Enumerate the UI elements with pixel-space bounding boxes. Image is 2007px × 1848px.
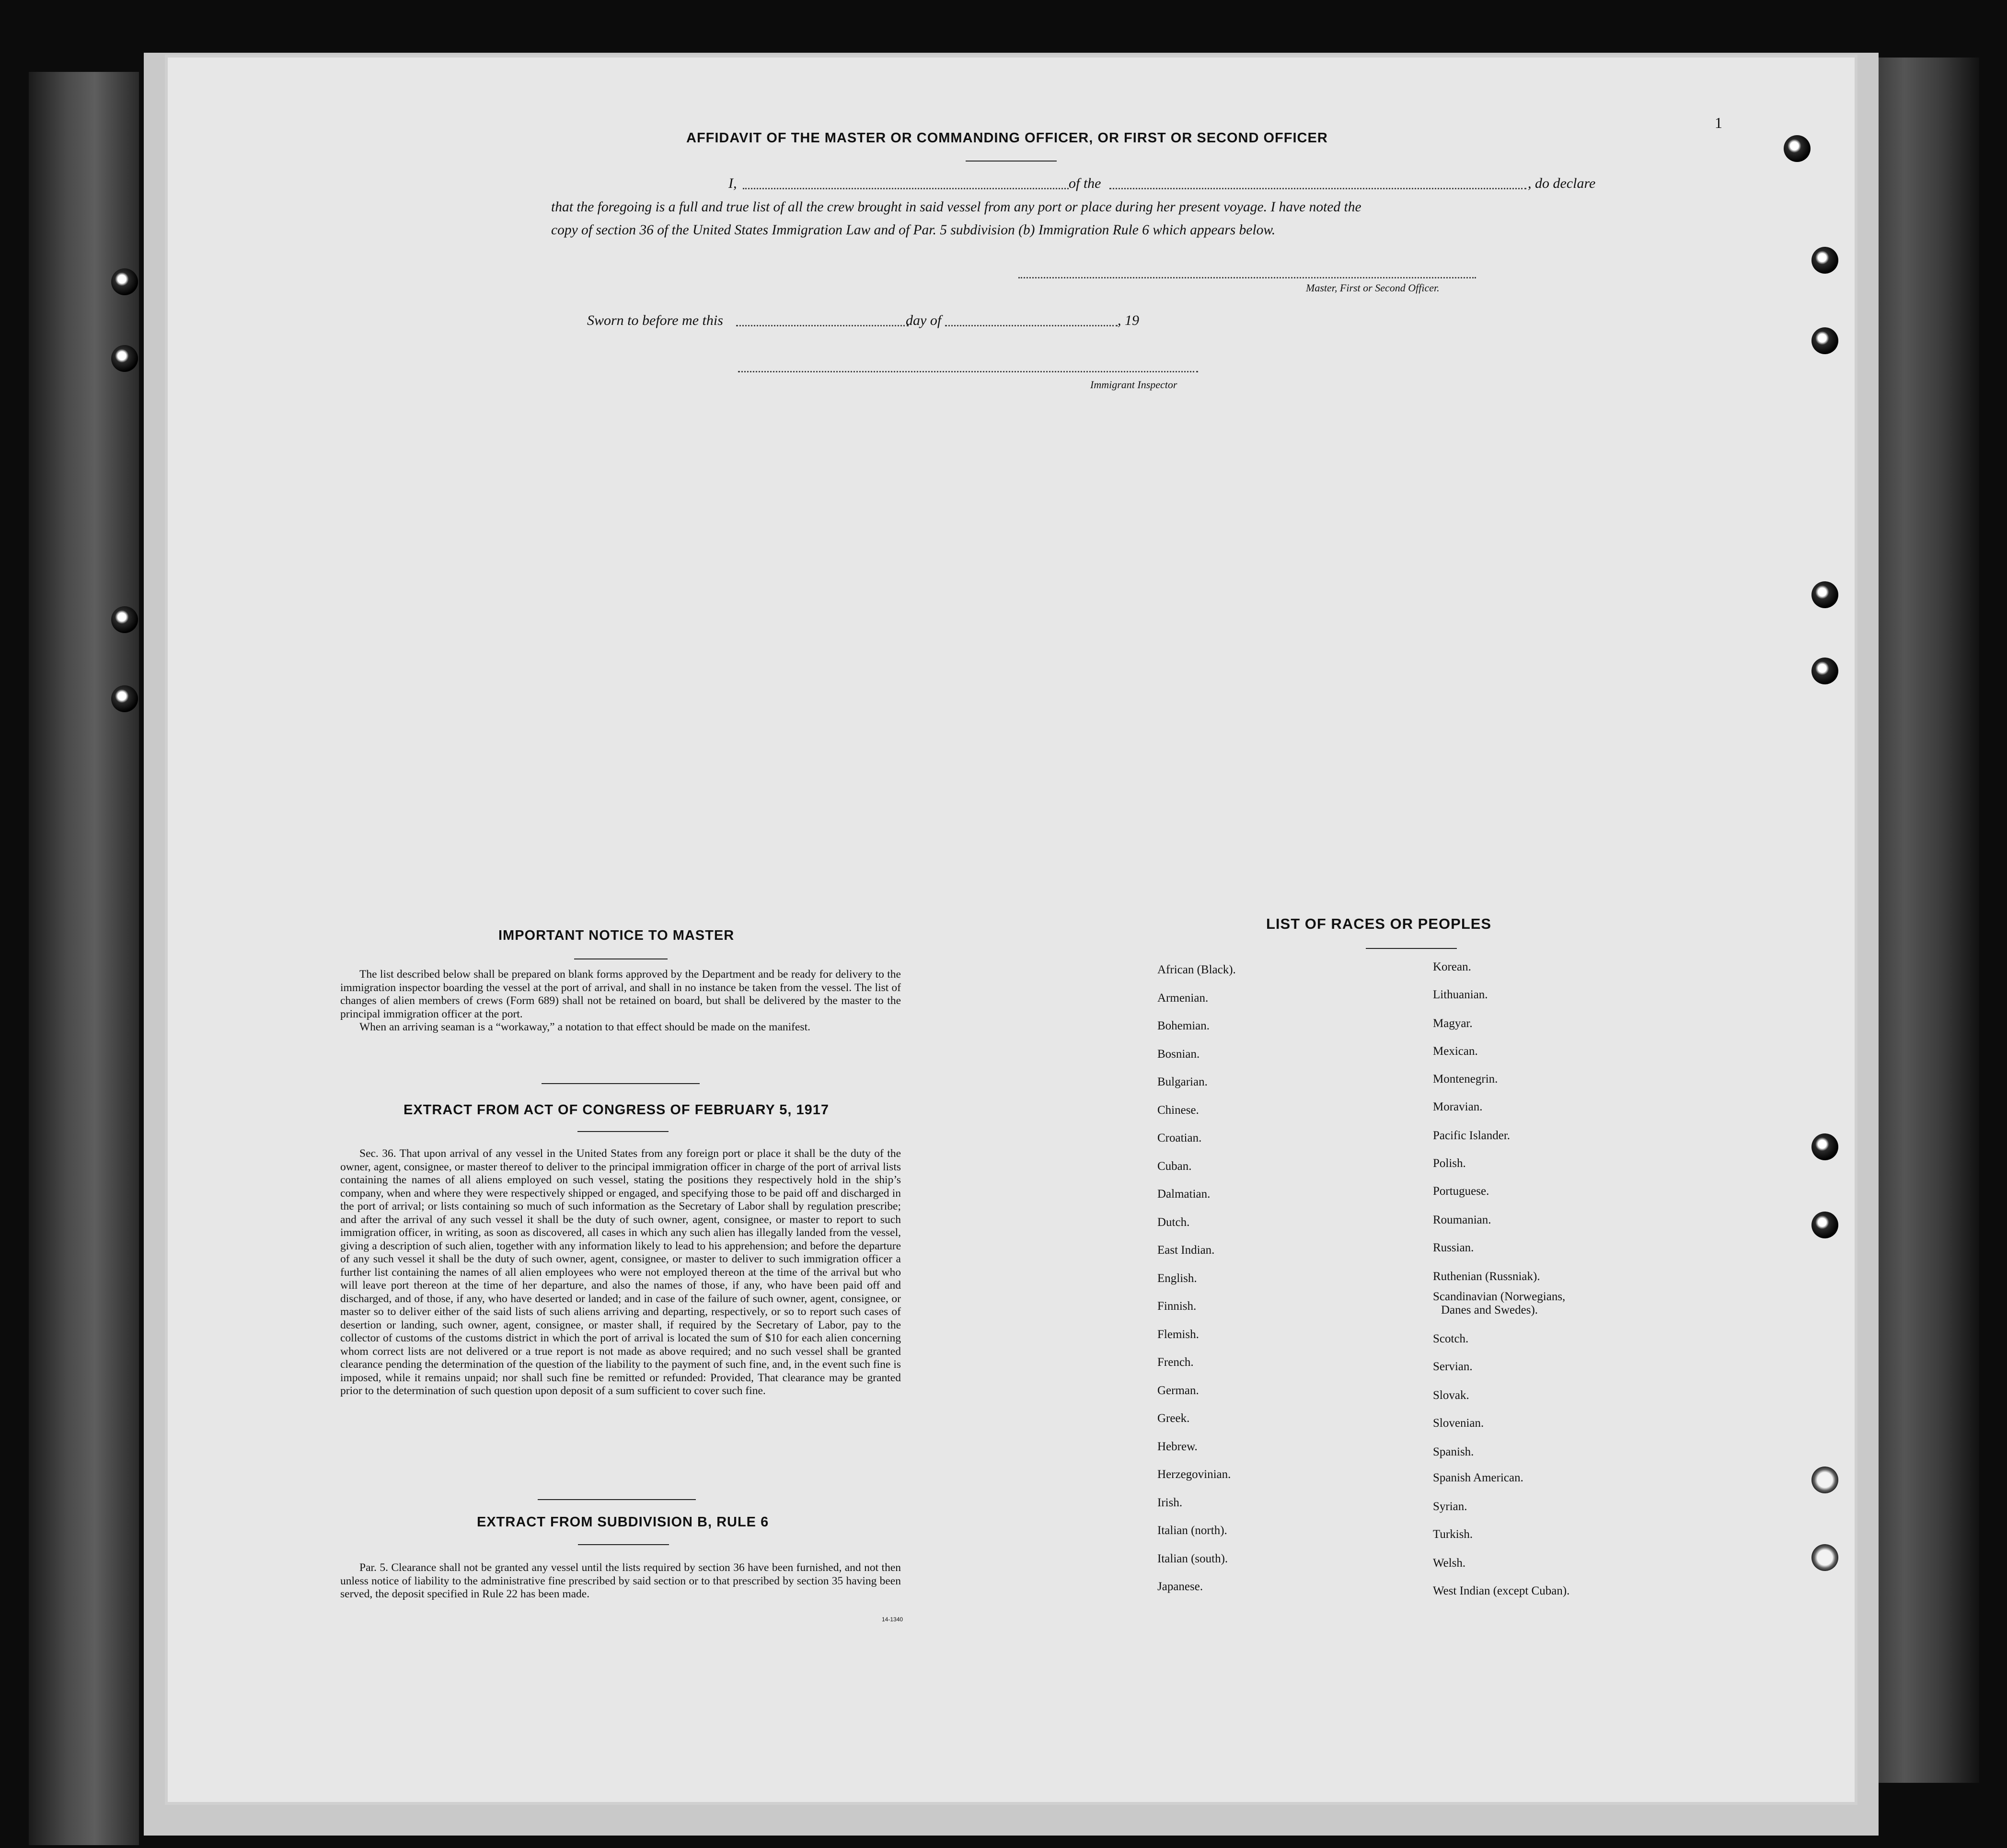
punch-hole — [111, 268, 138, 295]
race-item: Russian. — [1433, 1241, 1474, 1254]
punch-hole — [1811, 247, 1838, 274]
race-item: Bohemian. — [1157, 1019, 1210, 1032]
race-item: Danes and Swedes). — [1441, 1304, 1538, 1317]
race-item: Spanish American. — [1433, 1471, 1523, 1484]
act-text — [340, 1147, 901, 1398]
act-title: EXTRACT FROM ACT OF CONGRESS OF FEBRUARY 5, 1917 — [404, 1102, 830, 1118]
race-item: West Indian (except Cuban). — [1433, 1584, 1570, 1597]
notice-title: IMPORTANT NOTICE TO MASTER — [498, 928, 735, 943]
inspector-blank — [738, 371, 1198, 372]
race-item: Herzegovinian. — [1157, 1468, 1231, 1481]
punch-hole — [1784, 135, 1811, 162]
race-item: Italian (south). — [1157, 1552, 1228, 1565]
affidavit-do-declare: , do declare — [1528, 175, 1596, 191]
notice-text — [340, 968, 901, 1034]
race-item: Turkish. — [1433, 1528, 1473, 1541]
affidavit-line-2: that the foregoing is a full and true list of all the crew brought in said vessel from any port or place during her present voyage. I have noted the — [551, 199, 1361, 215]
act-section-36: Sec. 36. That upon arrival of any vessel in the United States from any foreign port or place it shall be the duty of the owner, agent, consignee, or master thereof to deliver to the principal immigration officer in charge of the port of arrival lists containing the names of all aliens employed on such vessel, stating the positions they respectively hold in the ship’s company, when and where they were respectively shipped or engaged, and specifying those to be paid off and discharged in the port of arrival; or lists containing so much of such information as the Secretary of Labor shall by regulation prescribe; and after the arrival of any such vessel it shall be the duty of such owner, agent, consignee, or master to report to such immigration officer, in writing, as soon as discovered, all cases in which any such alien has illegally landed from the vessel, giving a description of such alien, together with any information likely to lead to his apprehension; and before the departure of any such vessel it shall be the duty of such owner, agent, consignee, or master to deliver to such immigration officer a further list containing the names of all alien employees who were not employed thereon at the time of the arrival but who will leave port thereon at the time of her departure, and also the names of those, if any, who have been paid off and discharged, and of those, if any, who have deserted or landed; and in case of the failure of such owner, agent, consignee, or master so to deliver either of the said lists of such aliens arriving and departing, respectively, or so to report such cases of desertion or landing, such owner, agent, consignee, or master shall, if required by the Secretary of Labor, pay to the collector of customs of the customs district in which the port of arrival is located the sum of $10 for each alien concerning whom correct lists are not delivered or a true report is not made as above required; and no such vessel shall be granted clearance pending the determination of the question of the liability to the payment of such fine, and, in the event such fine is imposed, while it remains unpaid; nor shall such fine be remitted or refunded: Provided, That clearance may be granted prior to the determination of such question upon deposit of a sum sufficient to cover such fine. — [340, 1147, 901, 1397]
race-item: Irish. — [1157, 1496, 1183, 1509]
race-item: Japanese. — [1157, 1580, 1203, 1593]
act-rule — [577, 1131, 669, 1132]
race-item: Roumanian. — [1433, 1213, 1491, 1226]
punch-hole — [1811, 658, 1838, 684]
sworn-day-blank — [736, 325, 909, 326]
race-item: Syrian. — [1433, 1500, 1467, 1513]
race-item: Greek. — [1157, 1412, 1190, 1425]
punch-hole — [1811, 1133, 1838, 1160]
race-item: Scotch. — [1433, 1332, 1469, 1345]
race-item: Dutch. — [1157, 1215, 1190, 1229]
race-item: Dalmatian. — [1157, 1188, 1211, 1201]
notice-paragraph-2: When an arriving seaman is a “workaway,” a notation to that effect should be made on the manifest. — [359, 1021, 810, 1033]
corner-mark: 1 — [1715, 114, 1722, 131]
race-item: Slovak. — [1433, 1389, 1469, 1402]
rule-paragraph: Par. 5. Clearance shall not be granted any vessel until the lists required by section 36 have been furnished, and not then unless notice of liability to the administrative fine prescribed by said section or to that prescribed by section 35 having been served, the deposit specified in Rule 22 has been made. — [340, 1561, 901, 1600]
race-item: Montenegrin. — [1433, 1073, 1498, 1086]
race-item: Scandinavian (Norwegians, — [1433, 1290, 1566, 1303]
inspector-label: Immigrant Inspector — [1090, 379, 1177, 391]
race-item: Polish. — [1433, 1157, 1466, 1170]
punch-hole — [1811, 581, 1838, 608]
race-item: Mexican. — [1433, 1045, 1478, 1058]
race-item: Magyar. — [1433, 1017, 1473, 1030]
form-code: 14-1340 — [882, 1616, 903, 1623]
sworn-day-of: day of — [906, 312, 942, 328]
race-item: German. — [1157, 1384, 1199, 1397]
signature-label: Master, First or Second Officer. — [1306, 282, 1440, 294]
name-blank — [743, 188, 1069, 189]
punch-hole — [1811, 1544, 1838, 1571]
punch-hole — [111, 685, 138, 712]
race-item: Hebrew. — [1157, 1440, 1198, 1453]
rule-title-rule — [578, 1544, 669, 1545]
race-item: Portuguese. — [1433, 1185, 1489, 1198]
punch-hole — [1811, 1467, 1838, 1493]
affidavit-of-the: of the — [1069, 175, 1101, 191]
race-item: Slovenian. — [1433, 1417, 1484, 1430]
race-item: Ruthenian (Russniak). — [1433, 1270, 1540, 1283]
punch-hole — [111, 345, 138, 372]
affidavit-i: I, — [728, 175, 737, 191]
race-item: Armenian. — [1157, 991, 1209, 1005]
affidavit-line-3: copy of section 36 of the United States Immigration Law and of Par. 5 subdivision (b) Immigration Rule 6 which appears below. — [551, 222, 1276, 238]
race-item: Italian (north). — [1157, 1524, 1227, 1537]
section-rule — [542, 1083, 700, 1084]
punch-hole — [1811, 1212, 1838, 1238]
sworn-month-blank — [945, 325, 1118, 326]
race-item: Moravian. — [1433, 1100, 1483, 1113]
section-rule — [538, 1499, 696, 1500]
race-item: Flemish. — [1157, 1328, 1199, 1341]
signature-blank — [1018, 277, 1476, 278]
race-item: Lithuanian. — [1433, 988, 1488, 1001]
vessel-blank — [1109, 188, 1526, 189]
race-item: Croatian. — [1157, 1132, 1202, 1144]
race-item: French. — [1157, 1356, 1194, 1369]
title-rule — [966, 161, 1057, 162]
left-binder-strip — [29, 72, 139, 1845]
race-item: Cuban. — [1157, 1159, 1192, 1173]
race-item: Servian. — [1433, 1360, 1473, 1373]
rule-text — [340, 1561, 901, 1601]
races-rule — [1366, 948, 1457, 949]
notice-paragraph-1: The list described below shall be prepared on blank forms approved by the Department and be ready for delivery to the immigration inspector boarding the vessel at the port of arrival, and shall in no instance be taken from the vessel. The list of changes of alien members of crews (Form 689) shall not be retained on board, but shall be delivered by the master to the principal immigration officer at the port. — [340, 968, 901, 1020]
race-item: Bosnian. — [1157, 1047, 1200, 1061]
race-item: Finnish. — [1157, 1300, 1197, 1313]
punch-hole — [1811, 327, 1838, 354]
affidavit-title: AFFIDAVIT OF THE MASTER OR COMMANDING OFFICER, OR FIRST OR SECOND OFFICER — [686, 130, 1328, 146]
rule-title: EXTRACT FROM SUBDIVISION B, RULE 6 — [477, 1514, 769, 1530]
manifest-page — [168, 58, 1855, 1802]
race-item: Spanish. — [1433, 1445, 1474, 1458]
sworn-year: , 19 — [1118, 312, 1139, 328]
race-item: English. — [1157, 1271, 1197, 1285]
sworn-text: Sworn to before me this — [587, 312, 723, 328]
race-item: Bulgarian. — [1157, 1075, 1208, 1088]
race-item: Chinese. — [1157, 1103, 1199, 1117]
race-item: East Indian. — [1157, 1244, 1215, 1257]
race-item: Korean. — [1433, 960, 1471, 973]
race-item: Welsh. — [1433, 1557, 1466, 1570]
race-item: Pacific Islander. — [1433, 1129, 1511, 1142]
punch-hole — [111, 606, 138, 633]
races-title: LIST OF RACES OR PEOPLES — [1266, 915, 1492, 932]
race-item: African (Black). — [1157, 963, 1236, 976]
